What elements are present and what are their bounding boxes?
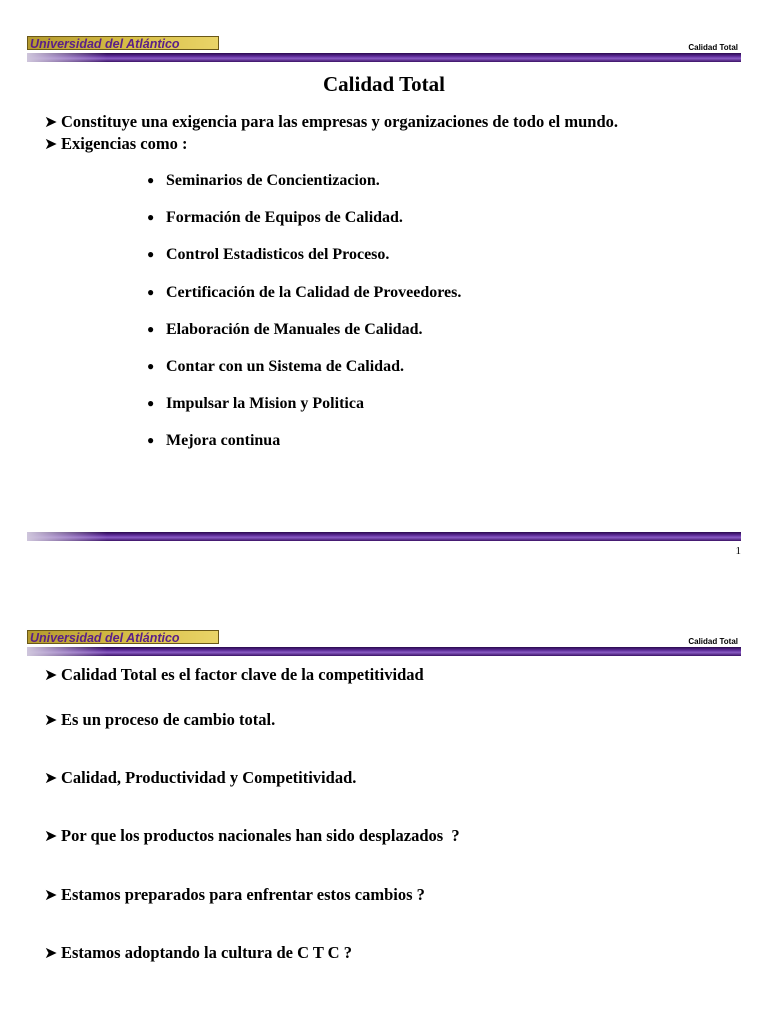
round-bullet-icon: ● bbox=[147, 396, 155, 410]
header-bar bbox=[27, 53, 741, 62]
university-logo: Universidad del Atlántico bbox=[27, 630, 219, 644]
arrowhead-bullet-icon: ➤ bbox=[44, 885, 58, 904]
arrowhead-bullet-icon: ➤ bbox=[44, 112, 58, 131]
round-bullet-icon: ● bbox=[147, 173, 155, 187]
header-label: Calidad Total bbox=[688, 637, 738, 646]
list-item: ● Control Estadisticos del Proceso. bbox=[147, 246, 390, 263]
round-bullet-icon: ● bbox=[147, 433, 155, 447]
arrowhead-bullet-icon: ➤ bbox=[44, 943, 58, 962]
arrowhead-bullet-icon: ➤ bbox=[44, 710, 58, 729]
list-item: ● Certificación de la Calidad de Proveedores. bbox=[147, 284, 462, 301]
list-item: ● Seminarios de Concientizacion. bbox=[147, 172, 380, 189]
point-item: ➤ Estamos adoptando la cultura de C T C ? bbox=[44, 943, 352, 962]
round-bullet-icon: ● bbox=[147, 210, 155, 224]
point-item: ➤ Exigencias como : bbox=[44, 134, 188, 153]
point-item: ➤ Calidad Total es el factor clave de la competitividad bbox=[44, 665, 424, 684]
round-bullet-icon: ● bbox=[147, 322, 155, 336]
page-number: 1 bbox=[735, 545, 741, 557]
list-item: ● Formación de Equipos de Calidad. bbox=[147, 209, 403, 226]
arrowhead-bullet-icon: ➤ bbox=[44, 134, 58, 153]
list-item: ● Elaboración de Manuales de Calidad. bbox=[147, 321, 423, 338]
list-item: ● Mejora continua bbox=[147, 432, 281, 449]
slide-title: Calidad Total bbox=[323, 72, 445, 96]
round-bullet-icon: ● bbox=[147, 359, 155, 373]
point-item: ➤ Constituye una exigencia para las empresas y organizaciones de todo el mundo. bbox=[44, 112, 619, 131]
arrowhead-bullet-icon: ➤ bbox=[44, 768, 58, 787]
university-logo: Universidad del Atlántico bbox=[27, 36, 219, 50]
arrowhead-bullet-icon: ➤ bbox=[44, 826, 58, 845]
header-label: Calidad Total bbox=[688, 43, 738, 52]
header-bar bbox=[27, 647, 741, 656]
list-item: ● Impulsar la Mision y Politica bbox=[147, 395, 364, 412]
list-item: ● Contar con un Sistema de Calidad. bbox=[147, 358, 404, 375]
footer-bar bbox=[27, 532, 741, 541]
point-item: ➤ Es un proceso de cambio total. bbox=[44, 710, 276, 729]
round-bullet-icon: ● bbox=[147, 285, 155, 299]
point-item: ➤ Calidad, Productividad y Competitividad. bbox=[44, 768, 357, 787]
arrowhead-bullet-icon: ➤ bbox=[44, 665, 58, 684]
point-item: ➤ Por que los productos nacionales han sido desplazados ? bbox=[44, 826, 460, 845]
round-bullet-icon: ● bbox=[147, 247, 155, 261]
point-item: ➤ Estamos preparados para enfrentar estos cambios ? bbox=[44, 885, 425, 904]
slide-2 bbox=[0, 600, 768, 1024]
